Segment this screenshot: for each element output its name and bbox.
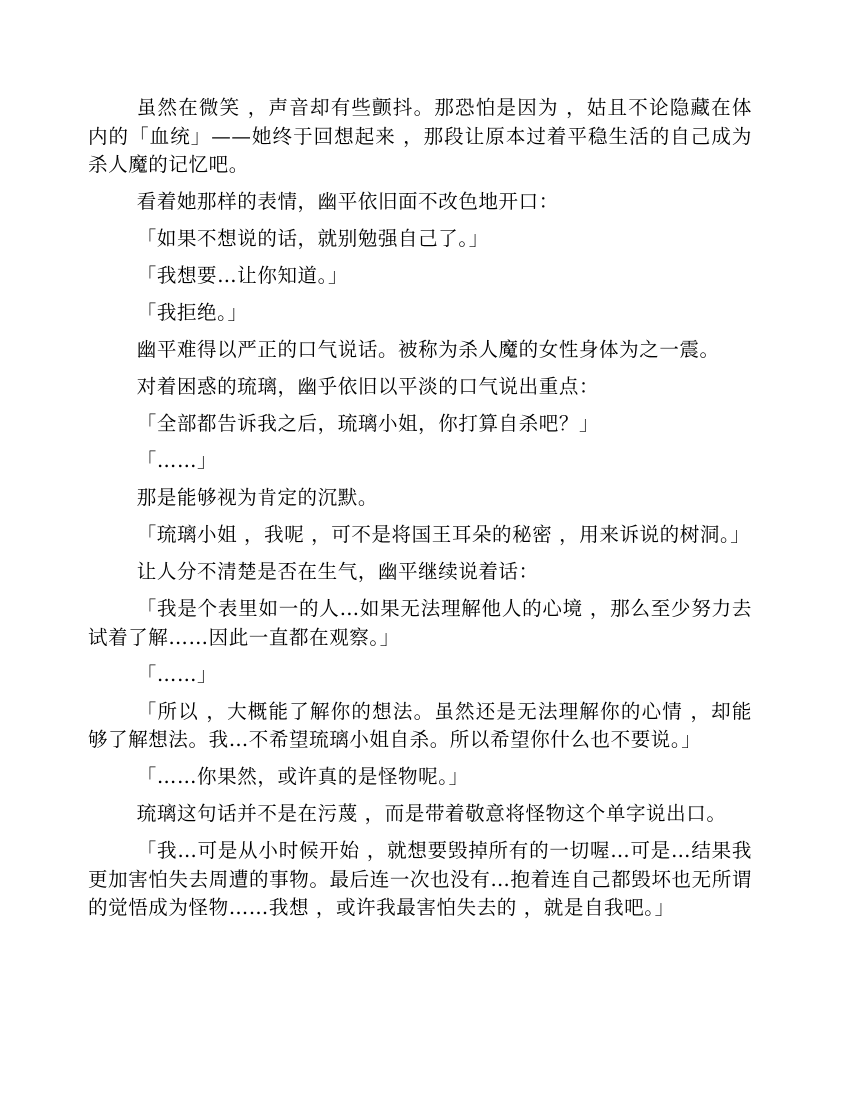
paragraph: 「琉璃小姐 ，我呢 ，可不是将国王耳朵的秘密 ，用来诉说的树洞。」 — [136, 523, 751, 546]
paragraph: 「……你果然，或许真的是怪物呢。」 — [136, 765, 469, 788]
paragraph: 那是能够视为肯定的沉默。 — [136, 486, 378, 509]
paragraph: 「所以 ，大概能了解你的想法。虽然还是无法理解你的心情 ，却能够了解想法。我…不希望琉璃小姐自杀。所以希望你什么也不要说。」 — [88, 699, 752, 751]
paragraph: 「全部都告诉我之后，琉璃小姐，你打算自杀吧？」 — [136, 412, 600, 435]
paragraph: 「……」 — [136, 662, 218, 686]
paragraph: 让人分不清楚是否在生气，幽平继续说着话： — [136, 560, 539, 583]
paragraph: 琉璃这句话并不是在污蔑 ，而是带着敬意将怪物这个单字说出口。 — [136, 802, 727, 825]
paragraph: 「如果不想说的话，就别勉强自己了。」 — [136, 227, 489, 250]
paragraph: 「……」 — [136, 449, 218, 472]
paragraph: 「我…可是从小时候开始 ，就想要毁掉所有的一切喔…可是…结果我更加害怕失去周遭的事物。最后连一次也没有…抱着连自己都毁坏也无所谓的觉悟成为怪物……我想 ，或许我最害怕失去的 ，就是自我吧。」 — [88, 839, 752, 919]
document-page — [88, 94, 752, 931]
paragraph: 看着她那样的表情，幽平依旧面不改色地开口： — [136, 190, 559, 213]
paragraph: 虽然在微笑 ，声音却有些颤抖。那恐怕是因为 ，姑且不论隐藏在体内的「血统」——她终于回想起来 ，那段让原本过着平稳生活的自己成为杀人魔的记忆吧。 — [88, 96, 752, 176]
paragraph: 「我是个表里如一的人…如果无法理解他人的心境 ，那么至少努力去试着了解……因此一直都在观察。」 — [88, 597, 752, 649]
paragraph: 「我拒绝。」 — [136, 301, 248, 324]
paragraph: 对着困惑的琉璃，幽乎依旧以平淡的口气说出重点： — [136, 375, 600, 398]
paragraph: 幽平难得以严正的口气说话。被称为杀人魔的女性身体为之一震。 — [136, 338, 720, 361]
paragraph: 「我想要…让你知道。」 — [136, 264, 349, 287]
